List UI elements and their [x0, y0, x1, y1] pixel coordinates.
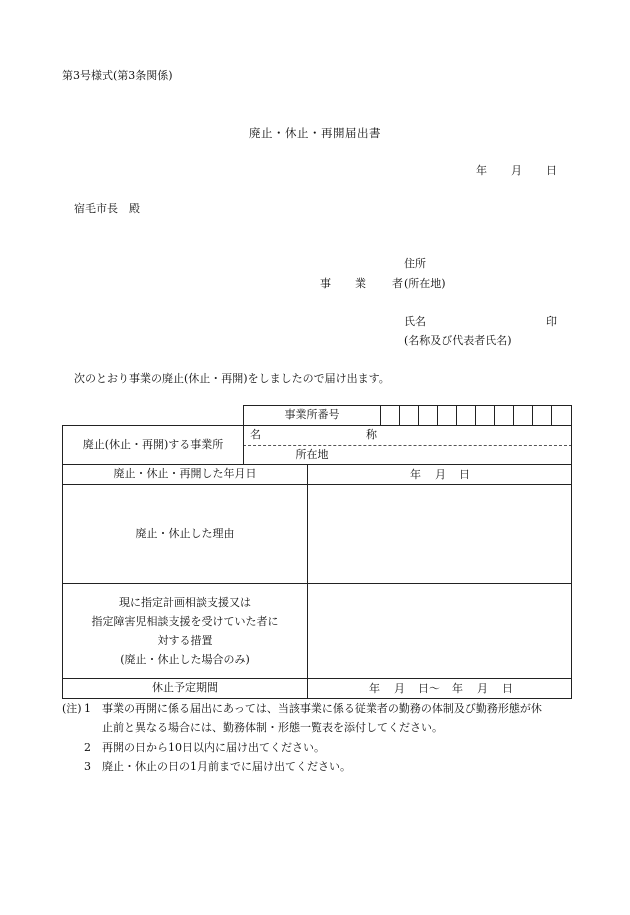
form-number: 第3号様式(第3条関係) — [62, 69, 173, 82]
address-label: 住所 — [404, 257, 426, 270]
note-2-line-1: 再開の日から10日以内に届け出てください。 — [102, 741, 325, 754]
notes-prefix: (注) — [62, 702, 82, 715]
period-day-1: 日〜 — [418, 682, 440, 695]
date-day: 日 — [546, 164, 557, 177]
reason-field[interactable] — [308, 485, 571, 583]
period-label: 休止予定期間 — [152, 681, 218, 695]
note-2-number: 2 — [84, 741, 91, 754]
page-title: 廃止・休止・再開届出書 — [249, 126, 381, 140]
table-date-month: 月 — [435, 468, 446, 481]
date-year: 年 — [476, 164, 487, 177]
period-month-1: 月 — [394, 682, 405, 695]
office-number-label: 事 業 所 番 号 — [284, 408, 340, 422]
period-month-2: 月 — [477, 682, 488, 695]
name-sub-label: (名称及び代表者氏名) — [404, 334, 512, 347]
business-label-char-1: 事 — [320, 277, 331, 290]
office-location-field[interactable] — [381, 446, 571, 464]
note-1-line-2: 止前と異なる場合には、勤務体制・形態一覧表を添付してください。 — [102, 721, 443, 734]
location-suffix: (所在地) — [404, 277, 446, 290]
name-label-char-1: 名 — [250, 428, 261, 441]
period-day-2: 日 — [502, 682, 513, 695]
table-date-day: 日 — [459, 468, 470, 481]
period-year-2: 年 — [452, 682, 463, 695]
office-name-field[interactable] — [381, 426, 571, 444]
measures-field[interactable] — [308, 584, 571, 678]
measures-label: 現に指定計画相談支援又は 指定障害児相談支援を受けていた者に 対する措置 (廃止・休止した場合のみ) — [91, 595, 279, 667]
seal-mark: 印 — [546, 315, 557, 328]
date-label: 廃止・休止・再開した年月日 — [113, 467, 257, 481]
business-label-char-3: 者 — [392, 277, 403, 290]
name-label: 氏名 — [404, 315, 426, 328]
note-1-line-1: 事業の再開に係る届出にあっては、当該事業に係る従業者の勤務の体制及び勤務形態が休 — [102, 702, 542, 715]
location-label: 所 在 地 — [295, 447, 329, 461]
office-label: 廃止(休止・再開)する事業所 — [82, 437, 224, 451]
date-month: 月 — [511, 164, 522, 177]
note-3-number: 3 — [84, 760, 91, 773]
note-3-line-1: 廃止・休止の日の1月前までに届け出てください。 — [102, 760, 351, 773]
office-number-boxes[interactable] — [381, 405, 571, 425]
business-label-char-2: 業 — [355, 277, 366, 290]
intro-text: 次のとおり事業の廃止(休止・再開)をしましたので届け出ます。 — [74, 372, 390, 385]
reason-label: 廃止・休止した理由 — [135, 526, 235, 540]
note-1-number: 1 — [84, 702, 91, 715]
addressee: 宿毛市長 殿 — [74, 202, 140, 215]
table-date-year: 年 — [410, 468, 421, 481]
name-label-char-2: 称 — [366, 428, 377, 441]
period-year-1: 年 — [369, 682, 380, 695]
